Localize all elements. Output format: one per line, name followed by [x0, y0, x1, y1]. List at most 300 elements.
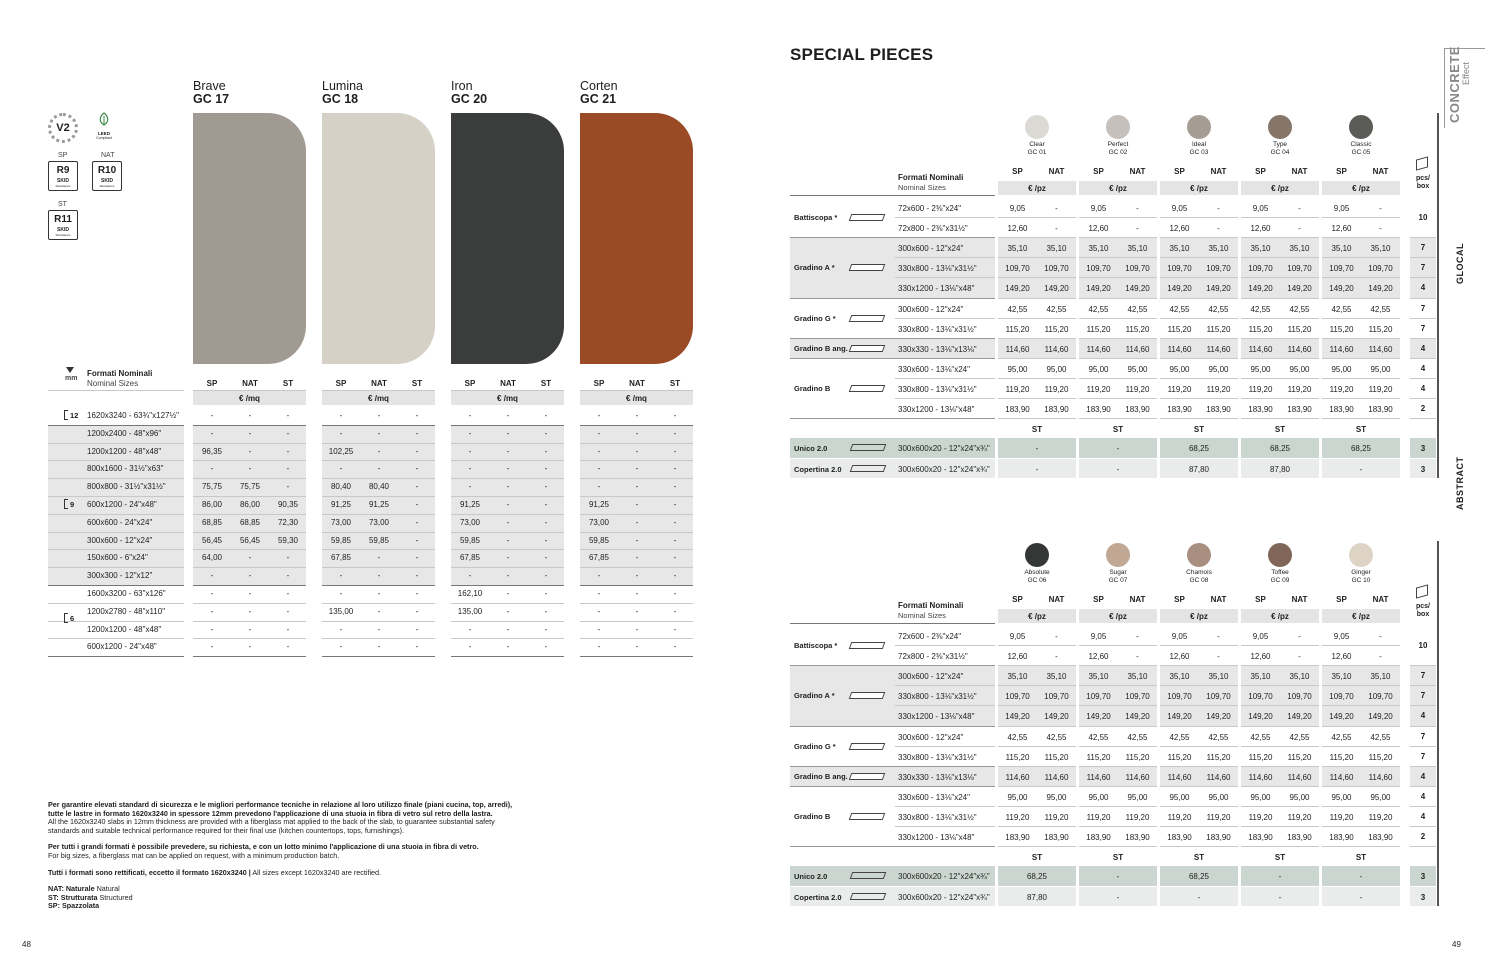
- price-cell: -: [468, 624, 472, 634]
- price-nat: -: [1136, 652, 1139, 662]
- price-cell: -: [377, 589, 381, 598]
- pcs-value: 4: [1420, 711, 1426, 721]
- price-cell: -: [286, 446, 290, 456]
- skid-label: SKID: [57, 178, 69, 184]
- price-cell: 80,40: [368, 482, 390, 492]
- skid-label: SKID: [101, 178, 113, 184]
- price-cell: -: [339, 428, 343, 438]
- row-divider: [1241, 418, 1319, 419]
- price-cell: 59,85: [588, 535, 610, 545]
- color-name: Toffee: [1271, 569, 1289, 576]
- pcs-box-label: pcs/ box: [1415, 175, 1430, 190]
- size-label: 800x1600 - 31½"x63": [87, 464, 164, 474]
- price-sp: 149,20: [1167, 284, 1192, 294]
- col-head: NAT: [371, 379, 387, 388]
- row-divider: [451, 532, 564, 533]
- row-divider: [1410, 338, 1436, 339]
- skid-sub: Resistance: [55, 184, 71, 188]
- extra-price: -: [1035, 464, 1039, 474]
- piece-shape-icon: [849, 773, 886, 780]
- color-code: GC 17: [193, 92, 230, 106]
- color-dot: [1106, 543, 1130, 567]
- price-nat: 149,20: [1206, 712, 1231, 722]
- price-cell: -: [377, 553, 381, 563]
- price-nat: 114,60: [1287, 772, 1312, 782]
- row-divider: [580, 460, 693, 461]
- col-nat: NAT: [1210, 595, 1227, 604]
- pcs-value: 7: [1420, 691, 1426, 701]
- price-nat: 183,90: [1287, 405, 1312, 414]
- price-sp: 115,20: [1329, 324, 1354, 334]
- col-head: SP: [593, 379, 605, 388]
- price-cell: -: [377, 571, 381, 581]
- col-sp: SP: [1255, 167, 1266, 176]
- row-divider: [580, 585, 693, 586]
- row-divider: [48, 656, 184, 657]
- price-nat: 35,10: [1046, 244, 1067, 254]
- price-cell: -: [286, 428, 290, 438]
- price-cell: -: [415, 517, 419, 527]
- price-sp: 115,20: [1329, 752, 1354, 762]
- price-sp: 119,20: [1329, 812, 1354, 822]
- price-cell: -: [377, 624, 381, 634]
- price-cell: -: [248, 589, 252, 598]
- price-cell: -: [673, 624, 677, 634]
- row-divider: [1410, 766, 1436, 767]
- extra-price: 87,80: [1269, 464, 1291, 474]
- pcs-value: 4: [1420, 383, 1426, 393]
- price-sp: 149,20: [1248, 284, 1273, 294]
- row-divider: [193, 638, 306, 639]
- price-nat: 119,20: [1125, 384, 1150, 394]
- side-bar-abstract: [1437, 541, 1439, 906]
- color-swatch: [451, 113, 564, 364]
- thickness-arrow-icon: [64, 499, 68, 509]
- price-nat: 109,70: [1368, 692, 1393, 702]
- price-nat: 42,55: [1370, 304, 1391, 314]
- price-nat: 115,20: [1287, 324, 1312, 334]
- row-divider: [580, 603, 693, 604]
- col-nat: NAT: [1291, 167, 1308, 176]
- price-cell: -: [210, 606, 214, 616]
- price-sp: 183,90: [1167, 833, 1192, 842]
- row-divider: [1410, 358, 1436, 359]
- price-cell: -: [635, 589, 639, 598]
- col-nat: NAT: [1372, 167, 1389, 176]
- price-nat: 119,20: [1368, 812, 1393, 822]
- extra-price: -: [1359, 464, 1363, 474]
- price-nat: -: [1055, 632, 1058, 641]
- price-sp: 109,70: [1329, 264, 1354, 274]
- price-sp: 42,55: [1088, 732, 1109, 742]
- price-cell: -: [597, 571, 601, 581]
- price-cell: -: [635, 428, 639, 438]
- note-3: [48, 869, 518, 878]
- price-nat: -: [1055, 204, 1058, 213]
- piece-name: Gradino B: [794, 811, 831, 821]
- r11-badge: [48, 210, 78, 240]
- price-sp: 109,70: [1086, 692, 1111, 702]
- col-st: ST: [1355, 853, 1367, 862]
- price-cell: 91,25: [459, 500, 481, 509]
- sp-label: SP: [58, 152, 68, 159]
- color-name: Brave: [193, 79, 226, 93]
- row-divider: [580, 496, 693, 497]
- size-label: 330x330 - 13⅛"x13⅛": [898, 772, 977, 782]
- price-sp: 115,20: [1086, 324, 1111, 334]
- pcs-box-label: pcs/ box: [1415, 603, 1430, 618]
- size-label: 800x800 - 31½"x31½": [87, 482, 166, 492]
- row-divider: [1410, 298, 1436, 299]
- price-cell: -: [210, 464, 214, 474]
- size-label: 1600x3200 - 63"x126": [87, 589, 166, 598]
- row-divider: [1322, 846, 1400, 847]
- price-nat: 119,20: [1125, 812, 1150, 822]
- row-divider: [580, 514, 693, 515]
- price-cell: -: [210, 642, 214, 652]
- row-divider: [1160, 418, 1238, 419]
- price-nat: 95,00: [1370, 792, 1391, 802]
- color-code: GC 06: [1027, 577, 1047, 584]
- price-nat: -: [1379, 632, 1382, 641]
- price-cell: -: [415, 571, 419, 581]
- color-dot: [1106, 115, 1130, 139]
- price-cell: -: [415, 624, 419, 634]
- price-cell: -: [468, 446, 472, 456]
- color-dot: [1268, 543, 1292, 567]
- color-code: GC 04: [1270, 149, 1290, 156]
- extra-price: -: [1278, 892, 1282, 902]
- row-divider: [1410, 398, 1436, 399]
- price-nat: 95,00: [1370, 364, 1391, 374]
- row-divider: [193, 478, 306, 479]
- price-cell: -: [597, 464, 601, 474]
- col-sp: SP: [1012, 167, 1023, 176]
- price-cell: -: [415, 535, 419, 545]
- price-nat: -: [1217, 652, 1220, 662]
- price-sp: 35,10: [1169, 672, 1190, 682]
- price-cell: -: [635, 464, 639, 474]
- price-cell: -: [339, 642, 343, 652]
- price-cell: -: [377, 642, 381, 652]
- price-nat: 109,70: [1287, 264, 1312, 274]
- price-sp: 183,90: [1086, 833, 1111, 842]
- pcs-value: 7: [1420, 303, 1426, 313]
- price-cell: -: [635, 411, 639, 420]
- price-sp: 114,60: [1086, 772, 1111, 782]
- price-cell: -: [597, 624, 601, 634]
- size-label: 72x800 - 2⅜"x31½": [898, 652, 968, 662]
- price-sp: 149,20: [1005, 712, 1030, 722]
- extra-pcs: 3: [1420, 892, 1426, 902]
- color-code: GC 10: [1351, 577, 1371, 584]
- price-nat: 115,20: [1125, 752, 1150, 762]
- r11-label: R11: [54, 214, 72, 225]
- price-cell: -: [597, 428, 601, 438]
- row-divider: [451, 656, 564, 657]
- size-label: 330x1200 - 13⅛"x48": [898, 405, 975, 414]
- color-code: GC 07: [1108, 577, 1128, 584]
- price-nat: 35,10: [1127, 672, 1148, 682]
- size-label: 1200x2780 - 48"x110": [87, 606, 166, 616]
- color-code: GC 02: [1108, 149, 1128, 156]
- unit-label: € /mq: [497, 394, 518, 403]
- price-cell: -: [673, 642, 677, 652]
- row-divider: [193, 532, 306, 533]
- thickness-label: 9: [70, 500, 75, 509]
- price-nat: 119,20: [1287, 812, 1312, 822]
- row-divider: [322, 425, 435, 426]
- price-sp: 35,10: [1088, 244, 1109, 254]
- price-cell: 64,00: [201, 553, 223, 563]
- pcs-value: 4: [1420, 771, 1426, 781]
- price-cell: -: [544, 517, 548, 527]
- pcs-value: 7: [1420, 263, 1426, 273]
- price-cell: -: [286, 589, 290, 598]
- price-nat: -: [1217, 224, 1220, 234]
- price-cell: -: [544, 464, 548, 474]
- price-nat: -: [1298, 224, 1301, 234]
- unit-label: € /mq: [626, 394, 647, 403]
- extra-price: -: [1116, 464, 1120, 474]
- price-sp: 119,20: [1086, 812, 1111, 822]
- price-sp: 9,05: [1252, 204, 1269, 213]
- legend-sp: SP: Spazzolata: [48, 901, 100, 911]
- price-cell: -: [544, 411, 548, 420]
- r10-label: R10: [97, 165, 117, 176]
- price-cell: -: [248, 464, 252, 474]
- col-sp: SP: [1174, 595, 1185, 604]
- price-sp: 119,20: [1086, 384, 1111, 394]
- row-divider: [48, 443, 184, 444]
- price-cell: -: [210, 589, 214, 598]
- price-cell: -: [635, 517, 639, 527]
- price-nat: 42,55: [1046, 732, 1067, 742]
- size-label: 600x600 - 24"x24": [87, 517, 153, 527]
- pcs-value: 2: [1420, 832, 1426, 842]
- price-nat: 109,70: [1368, 264, 1393, 274]
- price-sp: 35,10: [1250, 672, 1271, 682]
- price-cell: -: [506, 482, 510, 492]
- pcs-value: 7: [1420, 671, 1426, 681]
- price-cell: 68,85: [201, 517, 223, 527]
- page-number-right: 49: [1452, 940, 1461, 949]
- price-sp: 183,90: [1005, 405, 1030, 414]
- brand-name: CONCRETE: [1447, 46, 1462, 123]
- note-2-en: For big sizes, a fiberglass mat can be applied on request, with a minimum production batch.: [48, 850, 340, 860]
- price-cell: -: [544, 624, 548, 634]
- price-cell: 75,75: [239, 482, 261, 492]
- row-divider: [451, 549, 564, 550]
- color-code: GC 21: [580, 92, 617, 106]
- price-nat: 183,90: [1125, 405, 1150, 414]
- row-divider: [322, 585, 435, 586]
- price-cell: -: [673, 464, 677, 474]
- price-sp: 183,90: [1086, 405, 1111, 414]
- price-sp: 42,55: [1250, 732, 1271, 742]
- price-cell: -: [635, 482, 639, 492]
- price-cell: 56,45: [239, 535, 261, 545]
- row-divider: [322, 567, 435, 568]
- price-sp: 115,20: [1248, 752, 1273, 762]
- price-cell: -: [286, 571, 290, 581]
- price-sp: 9,05: [1009, 632, 1026, 641]
- extra-price: -: [1359, 872, 1363, 881]
- unit-label: € /mq: [368, 394, 389, 403]
- price-nat: -: [1298, 652, 1301, 662]
- row-divider: [322, 656, 435, 657]
- price-cell: 67,85: [459, 553, 481, 563]
- price-cell: -: [210, 624, 214, 634]
- price-sp: 114,60: [1086, 344, 1111, 354]
- col-head: SP: [464, 379, 476, 388]
- price-sp: 12,60: [1331, 224, 1352, 234]
- price-nat: 42,55: [1289, 304, 1310, 314]
- price-cell: -: [415, 446, 419, 456]
- price-cell: -: [248, 428, 252, 438]
- price-cell: -: [673, 500, 677, 509]
- price-cell: 59,85: [368, 535, 390, 545]
- price-nat: 35,10: [1370, 244, 1391, 254]
- price-cell: 86,00: [239, 500, 261, 509]
- price-nat: 95,00: [1208, 364, 1229, 374]
- price-cell: -: [635, 624, 639, 634]
- side-label-glocal: GLOCAL: [1455, 243, 1465, 284]
- row-divider: [1410, 726, 1436, 727]
- price-cell: -: [248, 411, 252, 420]
- row-divider: [322, 514, 435, 515]
- price-nat: 149,20: [1206, 284, 1231, 294]
- price-sp: 109,70: [1167, 692, 1192, 702]
- row-divider: [1410, 786, 1436, 787]
- row-divider: [322, 460, 435, 461]
- price-sp: 35,10: [1250, 244, 1271, 254]
- price-nat: 119,20: [1044, 384, 1069, 394]
- price-cell: -: [544, 642, 548, 652]
- price-nat: -: [1217, 204, 1220, 213]
- price-cell: -: [286, 642, 290, 652]
- row-divider: [322, 443, 435, 444]
- price-cell: -: [506, 642, 510, 652]
- row-divider: [322, 638, 435, 639]
- price-cell: -: [248, 606, 252, 616]
- row-divider: [193, 514, 306, 515]
- extra-price: 68,25: [1188, 444, 1210, 453]
- unit-label: € /pz: [1109, 184, 1127, 193]
- unit-label: € /pz: [1028, 184, 1046, 193]
- price-nat: 119,20: [1206, 812, 1231, 822]
- price-nat: 42,55: [1127, 304, 1148, 314]
- box-icon: [1416, 156, 1428, 170]
- price-cell: -: [544, 589, 548, 598]
- brand-sub: Effect: [1461, 62, 1471, 85]
- piece-name: Gradino B ang.: [794, 771, 848, 781]
- price-sp: 95,00: [1007, 792, 1028, 802]
- unit-label: € /pz: [1190, 612, 1208, 621]
- size-label: 72x600 - 2⅜"x24": [898, 204, 962, 213]
- row-divider: [48, 425, 184, 426]
- row-divider: [1410, 418, 1436, 419]
- row-divider: [1410, 277, 1436, 278]
- price-nat: 114,60: [1287, 344, 1312, 354]
- price-cell: -: [544, 482, 548, 492]
- color-swatch: [322, 113, 435, 364]
- note-2-it: Per tutti i grandi formati è possibile prevedere, su richiesta, e con un lotto minimo l'applicazione di una stuoia in fibra di vetro.: [48, 842, 479, 852]
- price-sp: 183,90: [1329, 833, 1354, 842]
- col-st: ST: [1355, 425, 1367, 434]
- price-cell: 73,00: [330, 517, 352, 527]
- price-cell: 80,40: [330, 482, 352, 492]
- price-cell: -: [468, 428, 472, 438]
- extra-size: 300x600x20 - 12"x24"x¾": [898, 444, 990, 453]
- row-divider: [1410, 746, 1436, 747]
- row-divider: [48, 603, 184, 604]
- row-divider: [1410, 237, 1436, 238]
- price-cell: -: [544, 446, 548, 456]
- unit-label: € /pz: [1028, 612, 1046, 621]
- row-divider: [193, 460, 306, 461]
- row-divider: [48, 460, 184, 461]
- color-swatch: [580, 113, 693, 364]
- price-cell: -: [210, 428, 214, 438]
- color-code: GC 01: [1027, 149, 1047, 156]
- price-cell: -: [506, 535, 510, 545]
- row-divider: [193, 425, 306, 426]
- price-sp: 119,20: [1329, 384, 1354, 394]
- pcs-value: 4: [1420, 791, 1426, 801]
- price-cell: -: [635, 446, 639, 456]
- price-cell: -: [544, 571, 548, 581]
- row-divider: [451, 514, 564, 515]
- price-sp: 95,00: [1088, 364, 1109, 374]
- price-nat: 42,55: [1289, 732, 1310, 742]
- color-dot: [1025, 115, 1049, 139]
- row-divider: [580, 443, 693, 444]
- price-sp: 12,60: [1250, 224, 1271, 234]
- price-nat: 115,20: [1368, 752, 1393, 762]
- price-nat: 114,60: [1044, 772, 1069, 782]
- price-cell: -: [597, 606, 601, 616]
- row-divider: [580, 656, 693, 657]
- header-divider: [193, 390, 306, 391]
- price-nat: 149,20: [1287, 284, 1312, 294]
- col-st: ST: [1274, 853, 1286, 862]
- price-cell: -: [506, 553, 510, 563]
- price-nat: 183,90: [1206, 405, 1231, 414]
- notes: [48, 801, 518, 911]
- group-divider: [790, 418, 995, 419]
- color-name: Clear: [1029, 141, 1045, 148]
- table-subtitle: Nominal Sizes: [898, 183, 946, 192]
- price-nat: 149,20: [1368, 284, 1393, 294]
- price-cell: 73,00: [588, 517, 610, 527]
- price-cell: -: [210, 571, 214, 581]
- extra-shape-icon: [850, 893, 887, 900]
- price-nat: 109,70: [1206, 692, 1231, 702]
- piece-shape-icon: [849, 692, 886, 699]
- extra-price: 68,25: [1269, 444, 1291, 453]
- color-dot: [1349, 543, 1373, 567]
- row-divider: [1241, 846, 1319, 847]
- price-cell: -: [339, 571, 343, 581]
- row-divider: [1410, 665, 1436, 666]
- price-cell: 91,25: [330, 500, 352, 509]
- price-sp: 115,20: [1167, 752, 1192, 762]
- price-sp: 95,00: [1250, 364, 1271, 374]
- price-cell: 59,30: [277, 535, 299, 545]
- price-cell: -: [597, 446, 601, 456]
- price-nat: 42,55: [1046, 304, 1067, 314]
